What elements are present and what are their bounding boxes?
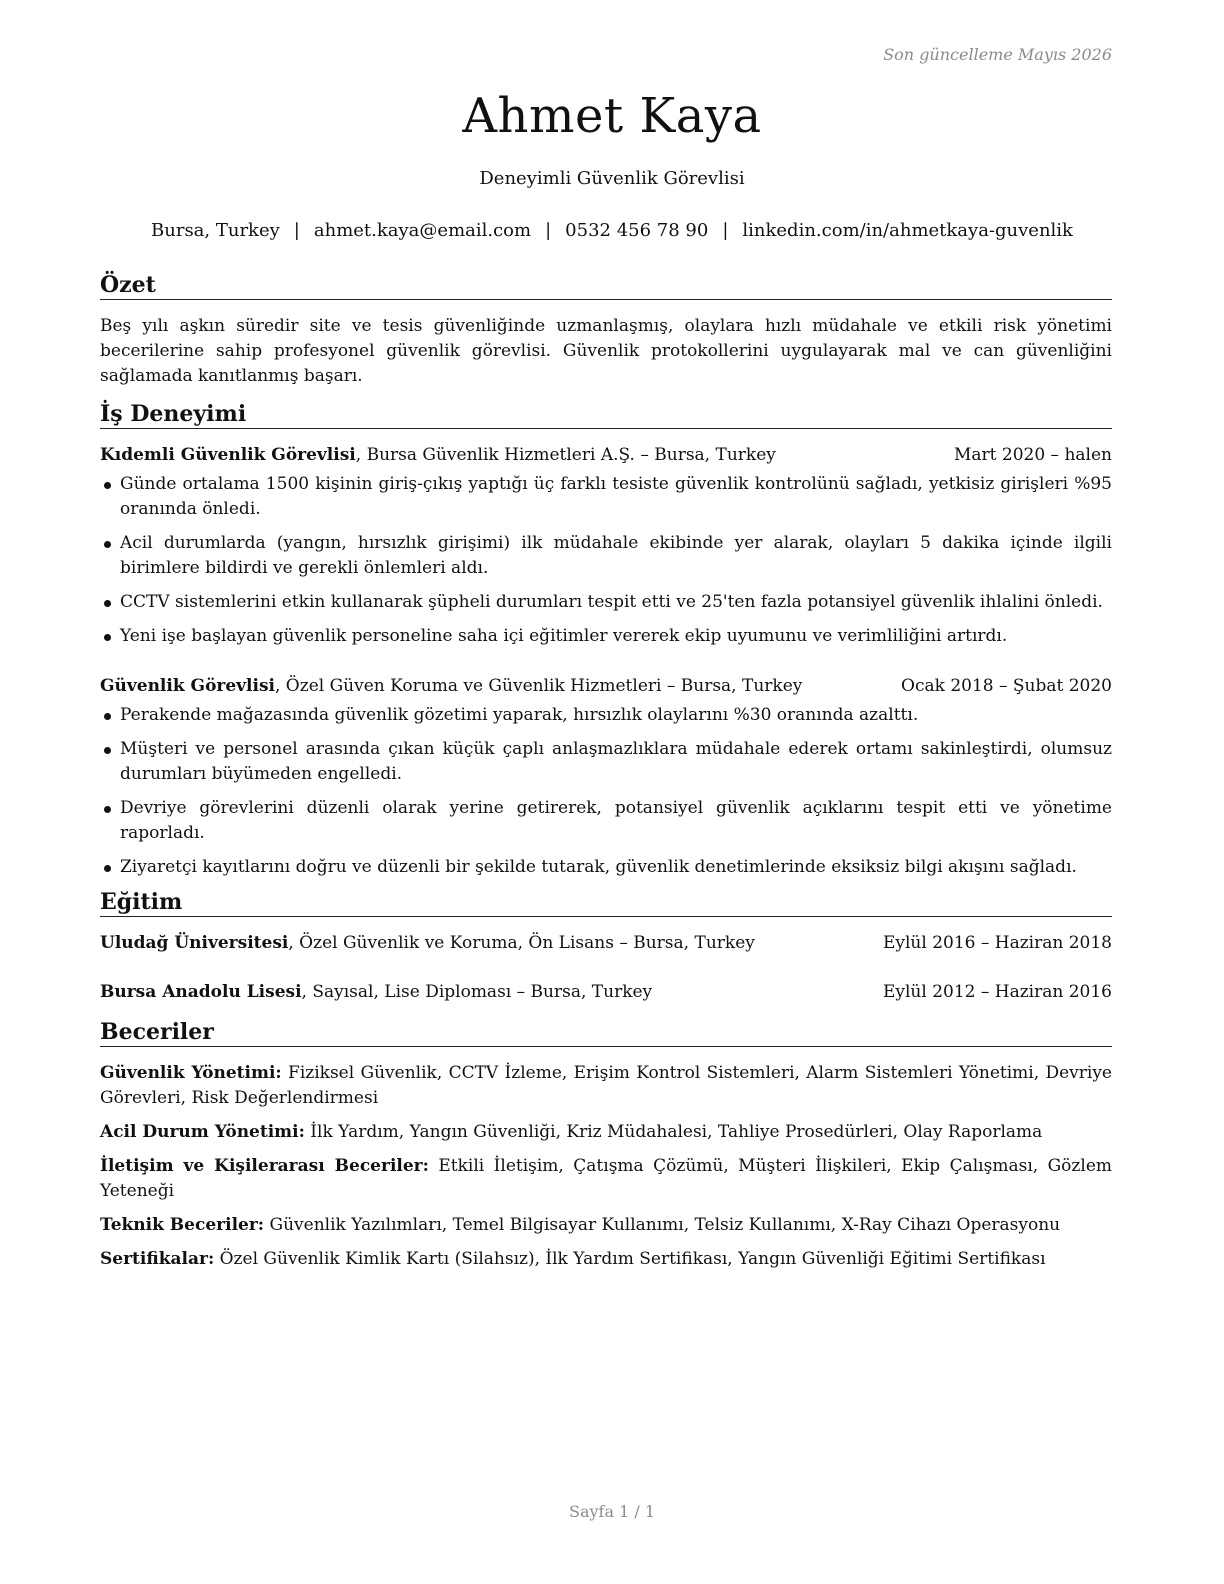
skill-row	[100, 1061, 1112, 1111]
job-dates: Mart 2020 – halen	[953, 445, 1112, 465]
skill-list: Etkili İletişim, Çatışma Çözümü, Müşteri İlişkileri, Ekip Çalışması, Gözlem Yeteneği	[100, 1156, 1112, 1201]
contact-phone: 0532 456 78 90	[565, 220, 709, 241]
education-dates: Eylül 2012 – Haziran 2016	[882, 982, 1112, 1002]
job-company: , Bursa Güvenlik Hizmetleri A.Ş. – Bursa, Turkey	[355, 445, 776, 465]
skill-row	[100, 1213, 1112, 1238]
education-school: Uludağ Üniversitesi	[100, 933, 289, 953]
contact-separator: |	[545, 220, 552, 241]
contact-separator: |	[293, 220, 300, 241]
job-bullet: Acil durumlarda (yangın, hırsızlık girişimi) ilk müdahale ekibinde yer alarak, olayları 5 dakika içinde ilgili birimlere bildirdi ve gerekli önlemleri aldı.	[100, 531, 1112, 581]
contact-location: Bursa, Turkey	[151, 220, 280, 241]
job-entry	[100, 674, 1112, 880]
skill-list: Özel Güvenlik Kimlik Kartı (Silahsız), İlk Yardım Sertifikası, Yangın Güvenliği Eğitimi Sertifikası	[214, 1249, 1046, 1269]
job-title-line	[100, 674, 802, 699]
contact-linkedin[interactable]: linkedin.com/in/ahmetkaya-guvenlik	[742, 220, 1073, 241]
skill-label: Güvenlik Yönetimi:	[100, 1063, 282, 1083]
education-detail: , Özel Güvenlik ve Koruma, Ön Lisans – Bursa, Turkey	[288, 933, 755, 953]
job-bullet: Perakende mağazasında güvenlik gözetimi yaparak, hırsızlık olaylarını %30 oranında azalttı.	[100, 703, 1112, 728]
page-number: Sayfa 1 / 1	[568, 1502, 655, 1521]
candidate-name: Ahmet Kaya	[462, 88, 762, 144]
skill-row	[100, 1247, 1112, 1272]
job-header	[100, 443, 1112, 468]
job-company: , Özel Güven Koruma ve Güvenlik Hizmetleri – Bursa, Turkey	[275, 676, 803, 696]
job-dates: Ocak 2018 – Şubat 2020	[901, 676, 1112, 696]
job-bullet: CCTV sistemlerini etkin kullanarak şüpheli durumları tespit etti ve 25'ten fazla potansiyel güvenlik ihlalini önledi.	[100, 590, 1112, 615]
skill-label: Sertifikalar:	[100, 1249, 215, 1269]
skill-list: Fiziksel Güvenlik, CCTV İzleme, Erişim Kontrol Sistemleri, Alarm Sistemleri Yönetimi, Devriye Görevleri, Risk Değerlendirmesi	[100, 1063, 1112, 1108]
experience-section	[100, 401, 1112, 880]
summary-section	[100, 272, 1112, 389]
job-title-line	[100, 443, 776, 468]
education-entry	[100, 980, 1112, 1005]
resume-content	[100, 272, 1112, 1281]
job-entry	[100, 443, 1112, 649]
skill-label: Acil Durum Yönetimi:	[100, 1122, 305, 1142]
contact-line	[0, 220, 1224, 241]
skill-list: Güvenlik Yazılımları, Temel Bilgisayar Kullanımı, Telsiz Kullanımı, X-Ray Cihazı Operasyonu	[264, 1215, 1061, 1235]
job-bullet: Yeni işe başlayan güvenlik personeline saha içi eğitimler vererek ekip uyumunu ve verimliliğini artırdı.	[100, 624, 1112, 649]
education-school-line	[100, 980, 652, 1005]
contact-email[interactable]: ahmet.kaya@email.com	[313, 220, 532, 241]
skill-label: İletişim ve Kişilerarası Beceriler:	[100, 1156, 429, 1176]
last-updated-note: Son güncelleme Mayıs 2026	[883, 45, 1112, 64]
skill-list: İlk Yardım, Yangın Güvenliği, Kriz Müdahalesi, Tahliye Prosedürleri, Olay Raporlama	[304, 1122, 1043, 1142]
job-bullet: Devriye görevlerini düzenli olarak yerine getirerek, potansiyel güvenlik açıklarını tespit etti ve yönetime raporladı.	[100, 796, 1112, 846]
job-bullet: Ziyaretçi kayıtlarını doğru ve düzenli bir şekilde tutarak, güvenlik denetimlerinde eksiksiz bilgi akışını sağladı.	[100, 855, 1112, 880]
education-section	[100, 889, 1112, 1005]
skills-section	[100, 1019, 1112, 1272]
education-entry	[100, 931, 1112, 956]
section-title-experience: İş Deneyimi	[100, 401, 1112, 429]
job-bullets	[100, 472, 1112, 649]
job-role: Kıdemli Güvenlik Görevlisi	[100, 445, 356, 465]
education-dates: Eylül 2016 – Haziran 2018	[882, 933, 1112, 953]
section-title-education: Eğitim	[100, 889, 1112, 917]
job-bullet: Günde ortalama 1500 kişinin giriş-çıkış yaptığı üç farklı tesiste güvenlik kontrolünü sağladı, yetkisiz girişleri %95 oranında önledi.	[100, 472, 1112, 522]
job-role: Güvenlik Görevlisi	[100, 676, 275, 696]
contact-separator: |	[722, 220, 729, 241]
job-bullet: Müşteri ve personel arasında çıkan küçük çaplı anlaşmazlıklara müdahale ederek ortamı sakinleştirdi, olumsuz durumları büyümeden engelledi.	[100, 737, 1112, 787]
section-title-skills: Beceriler	[100, 1019, 1112, 1047]
summary-text: Beş yılı aşkın süredir site ve tesis güvenliğinde uzmanlaşmış, olaylara hızlı müdahale ve etkili risk yönetimi becerilerine sahip profesyonel güvenlik görevlisi. Güvenlik protokollerini uygulayarak mal ve can güvenliğini sağlamada kanıtlanmış başarı.	[100, 316, 1112, 386]
education-school: Bursa Anadolu Lisesi	[100, 982, 302, 1002]
skill-row	[100, 1120, 1112, 1145]
job-bullets	[100, 703, 1112, 880]
skill-label: Teknik Beceriler:	[100, 1215, 265, 1235]
job-header	[100, 674, 1112, 699]
candidate-headline: Deneyimli Güvenlik Görevlisi	[479, 168, 745, 189]
section-title-summary: Özet	[100, 272, 1112, 300]
skill-row	[100, 1154, 1112, 1204]
education-school-line	[100, 931, 755, 956]
education-detail: , Sayısal, Lise Diploması – Bursa, Turkey	[301, 982, 653, 1002]
